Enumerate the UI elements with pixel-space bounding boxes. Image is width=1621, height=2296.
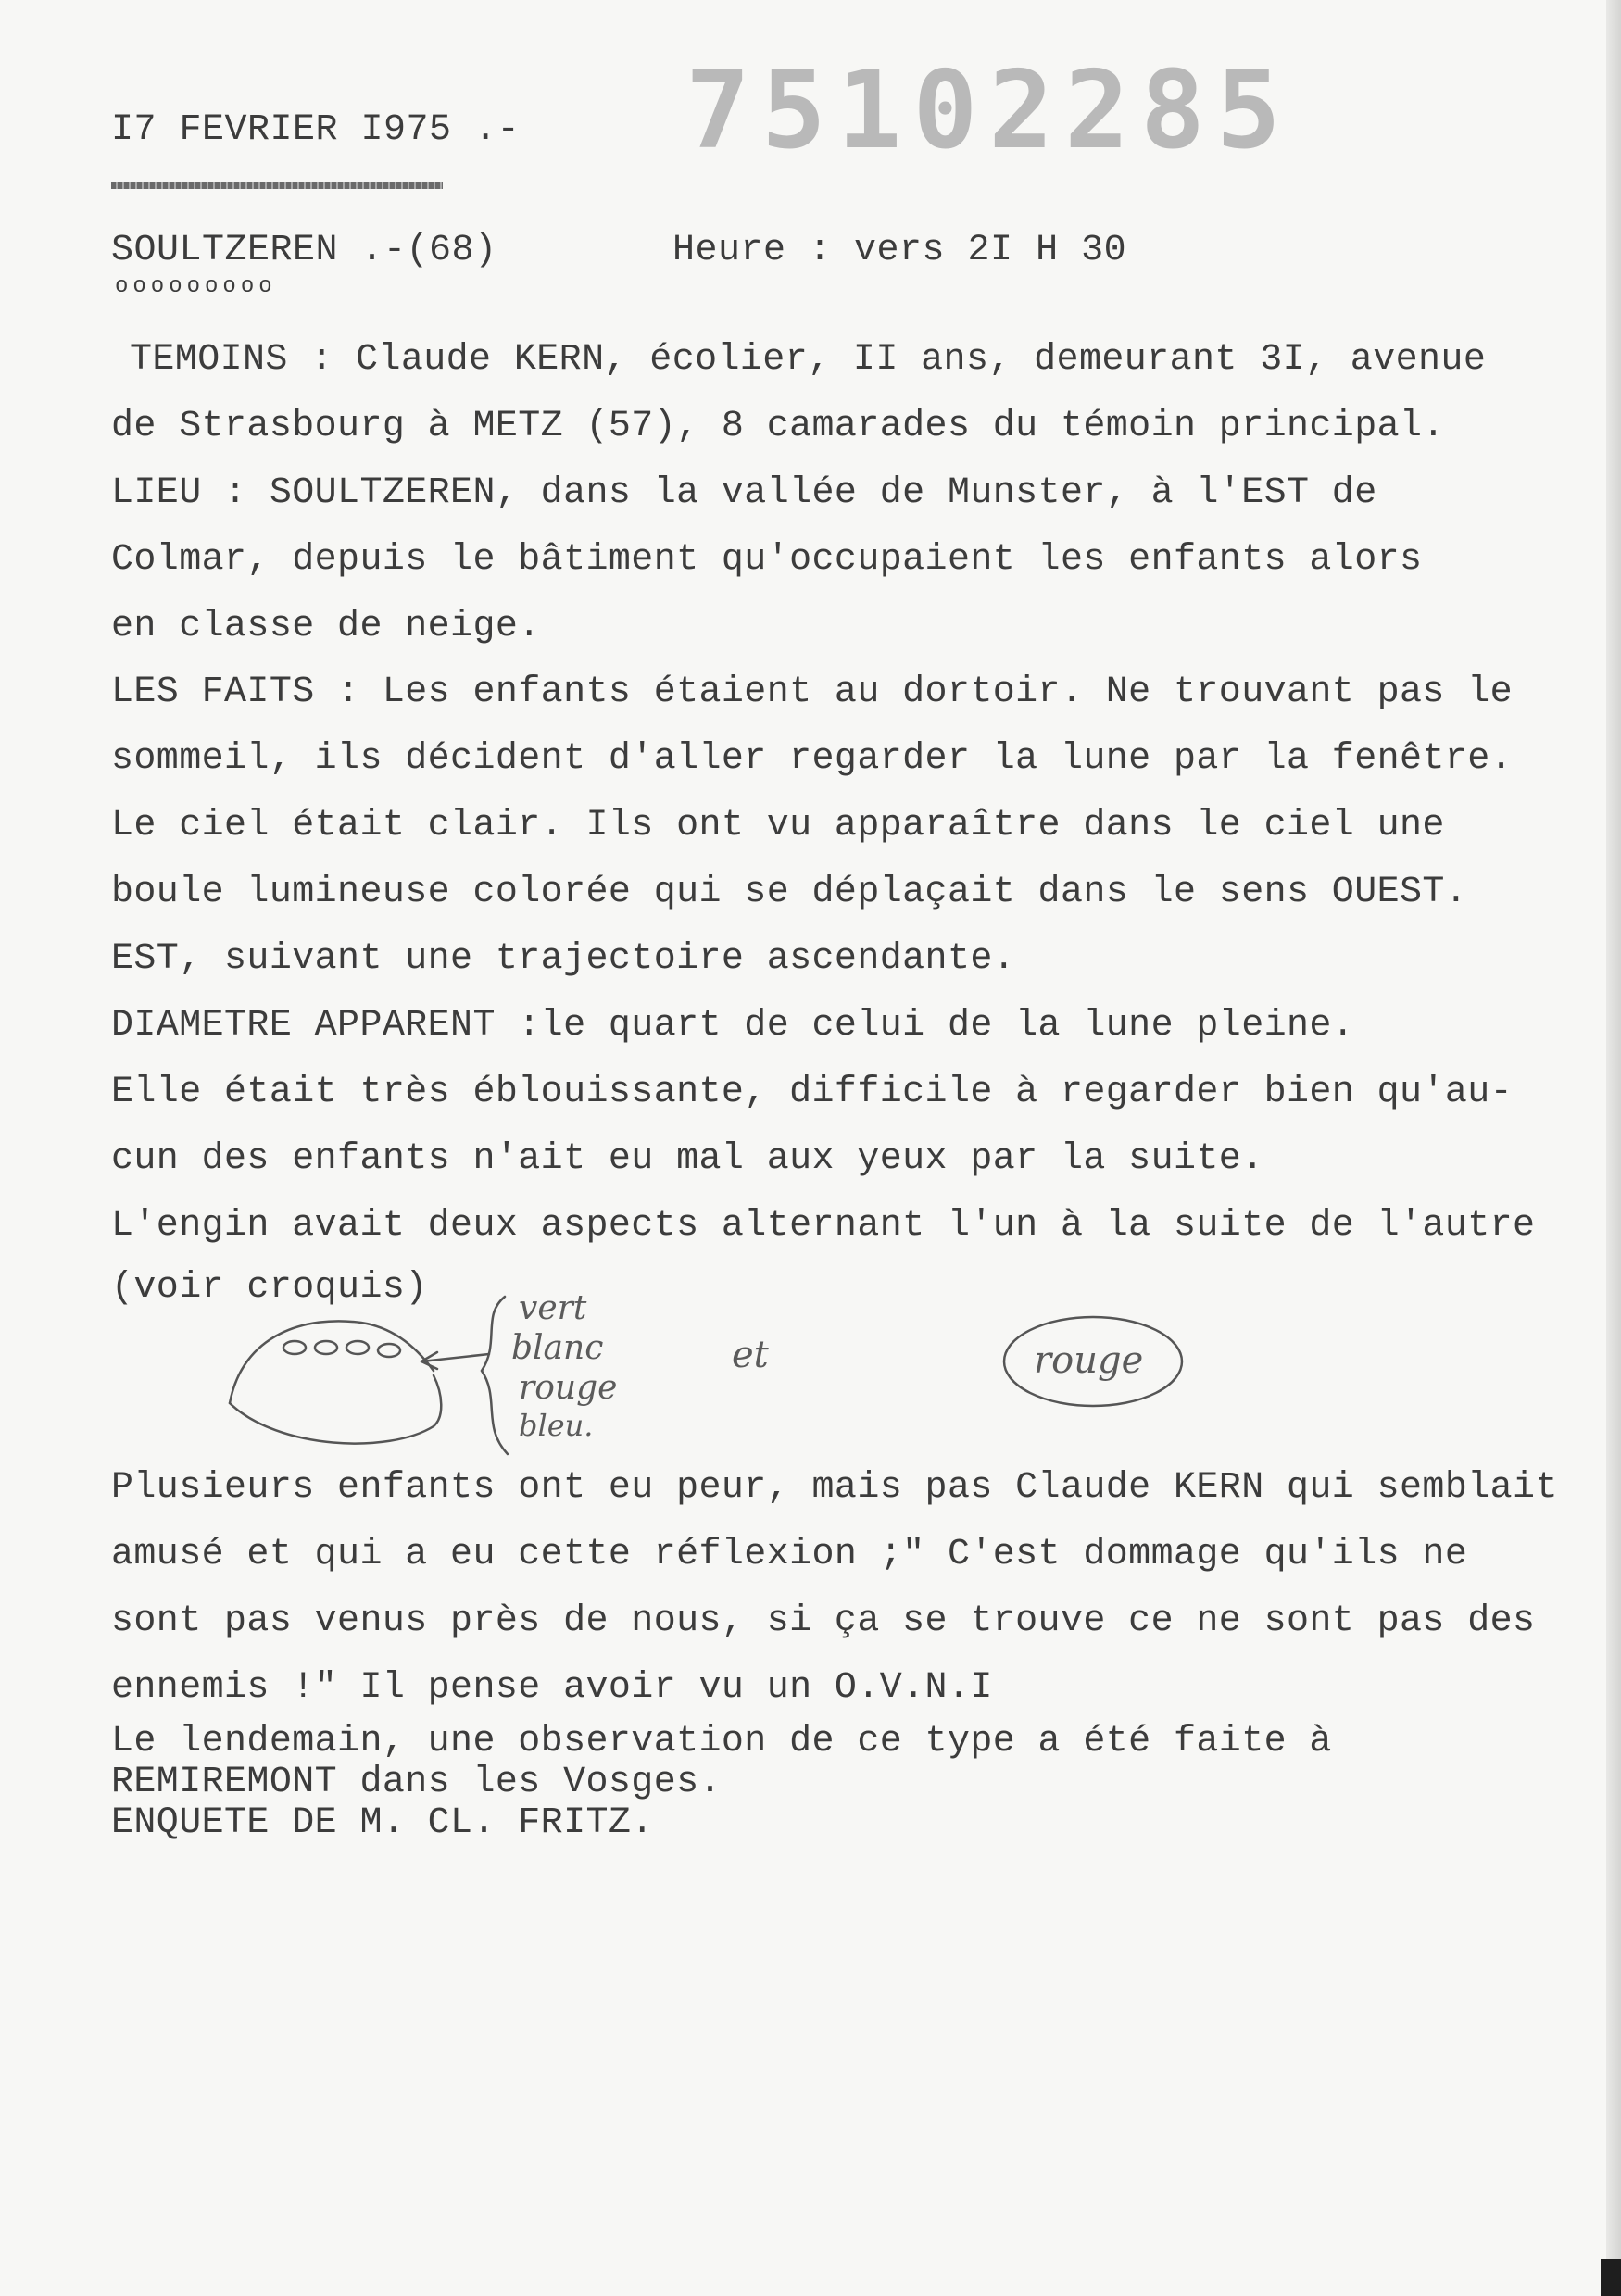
body-line: TEMOINS : Claude KERN, écolier, II ans, demeurant 3I, avenue: [130, 339, 1487, 381]
color-bracket: [482, 1297, 508, 1454]
body-line: Elle était très éblouissante, difficile à regarder bien qu'au-: [111, 1072, 1514, 1113]
sketch-label-blanc: blanc: [511, 1329, 604, 1367]
sketch-label-bleu: bleu.: [519, 1408, 594, 1443]
body-line: L'engin avait deux aspects alternant l'un à la suite de l'autre: [111, 1205, 1536, 1247]
closing-line: ennemis !" Il pense avoir vu un O.V.N.I: [111, 1667, 993, 1709]
sketch-second-aspect-label: rouge: [1034, 1339, 1144, 1382]
body-line: (voir croquis): [111, 1267, 428, 1309]
body-line: LES FAITS : Les enfants étaient au dortoir. Ne trouvant pas le: [111, 671, 1514, 713]
body-line: en classe de neige.: [111, 606, 541, 647]
location-underline-marks: ooooooooo: [115, 274, 277, 299]
body-line: EST, suivant une trajectoire ascendante.: [111, 938, 1016, 980]
sketch-label-vert: vert: [519, 1289, 587, 1327]
body-line: cun des enfants n'ait eu mal aux yeux par la suite.: [111, 1138, 1264, 1180]
footer-line: Le lendemain, une observation de ce type a été faite à: [111, 1721, 1332, 1763]
light-2: [315, 1341, 337, 1354]
body-line: boule lumineuse colorée qui se déplaçait dans le sens OUEST.: [111, 872, 1468, 913]
sketch-connector: et: [732, 1334, 769, 1376]
document-number-stamp: 75102285: [685, 48, 1292, 173]
body-line: LIEU : SOULTZEREN, dans la vallée de Munster, à l'EST de: [111, 472, 1377, 514]
body-line: de Strasbourg à METZ (57), 8 camarades du témoin principal.: [111, 406, 1445, 447]
closing-line: sont pas venus près de nous, si ça se trouve ce ne sont pas des: [111, 1600, 1536, 1642]
closing-line: Plusieurs enfants ont eu peur, mais pas Claude KERN qui semblait: [111, 1467, 1558, 1509]
footer-line: REMIREMONT dans les Vosges.: [111, 1762, 722, 1803]
sketch-label-rouge: rouge: [519, 1369, 618, 1407]
light-4: [378, 1344, 400, 1357]
body-line: DIAMETRE APPARENT :le quart de celui de la lune pleine.: [111, 1005, 1355, 1047]
closing-line: amusé et qui a eu cette réflexion ;" C'est dommage qu'ils ne: [111, 1534, 1468, 1575]
location-heading: SOULTZEREN .-(68): [111, 230, 497, 271]
light-3: [346, 1341, 369, 1354]
body-line: Colmar, depuis le bâtiment qu'occupaient les enfants alors: [111, 539, 1423, 581]
dome-base: [230, 1375, 441, 1444]
footer-line: ENQUETE DE M. CL. FRITZ.: [111, 1802, 654, 1844]
report-date: I7 FEVRIER I975 .-: [111, 109, 521, 151]
body-line: sommeil, ils décident d'aller regarder la lune par la fenêtre.: [111, 738, 1514, 780]
light-1: [283, 1341, 306, 1354]
dome-outline: [230, 1321, 434, 1403]
time-of-sighting: Heure : vers 2I H 30: [672, 230, 1127, 271]
body-line: Le ciel était clair. Ils ont vu apparaître dans le ciel une: [111, 805, 1445, 847]
